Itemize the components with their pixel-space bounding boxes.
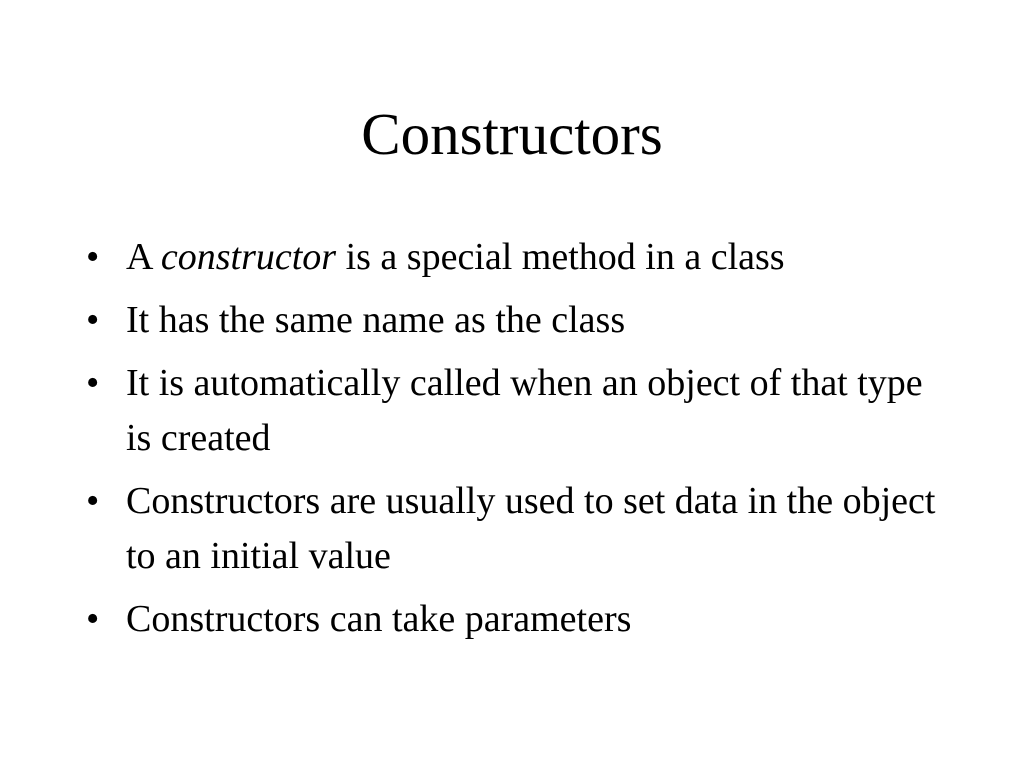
bullet-icon: • [86, 299, 100, 341]
slide-title: Constructors [361, 101, 663, 167]
bullet-icon: • [86, 236, 100, 278]
bullet-text: Constructors are usually used to set data in the object to an initial value [126, 480, 936, 577]
bullet-text: It has the same name as the class [126, 299, 626, 341]
bullet-icon: • [86, 598, 100, 640]
bullet-icon: • [86, 480, 100, 522]
bullet-item-parameters [86, 592, 946, 647]
bullet-text-suffix: is a special method in a class [336, 236, 785, 278]
bullet-item-initial-value [86, 474, 946, 584]
bullet-item-same-name [86, 293, 946, 348]
bullet-list [86, 230, 946, 655]
bullet-text: Constructors can take parameters [126, 598, 632, 640]
bullet-item-automatic-call [86, 356, 946, 466]
bullet-text-prefix: A [126, 236, 161, 278]
bullet-icon: • [86, 362, 100, 404]
bullet-text: It is automatically called when an object of that type is created [126, 362, 923, 459]
bullet-item-constructor-definition [86, 230, 946, 285]
bullet-text-emphasis: constructor [160, 236, 337, 278]
